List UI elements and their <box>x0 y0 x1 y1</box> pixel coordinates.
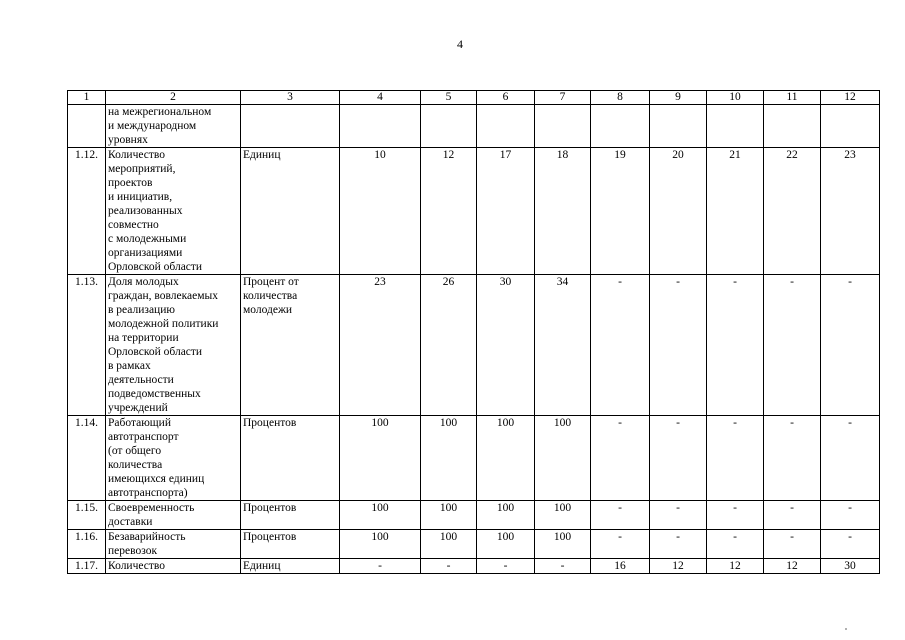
value-cell: 16 <box>591 559 650 574</box>
value-cell: 17 <box>477 148 535 275</box>
indicator-name-cell: Доля молодых граждан, вовлекаемых в реализацию молодежной политики на территории Орловской области в рамках деятельности подведомственных учреждений <box>106 275 241 416</box>
value-cell <box>535 105 591 148</box>
value-cell: - <box>591 530 650 559</box>
value-cell: 26 <box>421 275 477 416</box>
value-cell <box>764 105 821 148</box>
value-cell: 100 <box>477 501 535 530</box>
table-row <box>68 148 880 275</box>
value-cell: 30 <box>821 559 880 574</box>
value-cell: 10 <box>340 148 421 275</box>
indicator-name-cell: Количество мероприятий, проектов и инициатив, реализованных совместно с молодежными организациями Орловской области <box>106 148 241 275</box>
value-cell: - <box>535 559 591 574</box>
unit-cell: Процентов <box>241 530 340 559</box>
value-cell: - <box>821 275 880 416</box>
value-cell: - <box>650 530 707 559</box>
value-cell: - <box>764 275 821 416</box>
value-cell: - <box>421 559 477 574</box>
value-cell: - <box>821 416 880 501</box>
header-cell: 8 <box>591 91 650 105</box>
value-cell: 30 <box>477 275 535 416</box>
value-cell: 100 <box>421 530 477 559</box>
value-cell: - <box>764 501 821 530</box>
value-cell: - <box>477 559 535 574</box>
value-cell: - <box>764 530 821 559</box>
value-cell <box>477 105 535 148</box>
unit-cell: Процентов <box>241 416 340 501</box>
unit-cell <box>241 105 340 148</box>
row-number-cell: 1.17. <box>68 559 106 574</box>
value-cell: - <box>821 530 880 559</box>
value-cell <box>650 105 707 148</box>
value-cell: - <box>591 416 650 501</box>
header-cell: 3 <box>241 91 340 105</box>
table-row <box>68 105 880 148</box>
value-cell: - <box>591 275 650 416</box>
header-cell: 6 <box>477 91 535 105</box>
value-cell: 21 <box>707 148 764 275</box>
value-cell: - <box>707 416 764 501</box>
header-cell: 11 <box>764 91 821 105</box>
value-cell: 19 <box>591 148 650 275</box>
row-number-cell <box>68 105 106 148</box>
value-cell: - <box>707 501 764 530</box>
table-row <box>68 559 880 574</box>
row-number-cell: 1.15. <box>68 501 106 530</box>
unit-cell: Процент от количества молодежи <box>241 275 340 416</box>
indicator-name-cell: Безаварийность перевозок <box>106 530 241 559</box>
value-cell: - <box>650 416 707 501</box>
row-number-cell: 1.14. <box>68 416 106 501</box>
value-cell: 100 <box>340 416 421 501</box>
value-cell <box>340 105 421 148</box>
value-cell: - <box>591 501 650 530</box>
table-row <box>68 416 880 501</box>
value-cell: - <box>340 559 421 574</box>
value-cell <box>591 105 650 148</box>
scan-speck <box>845 628 847 630</box>
unit-cell: Единиц <box>241 148 340 275</box>
value-cell: - <box>764 416 821 501</box>
value-cell <box>421 105 477 148</box>
indicators-table <box>67 90 880 574</box>
table-row <box>68 275 880 416</box>
page-number: 4 <box>457 37 463 51</box>
indicator-name-cell: на межрегиональном и международном уровнях <box>106 105 241 148</box>
value-cell: - <box>707 275 764 416</box>
value-cell: 100 <box>421 416 477 501</box>
row-number-cell: 1.12. <box>68 148 106 275</box>
value-cell: 12 <box>707 559 764 574</box>
header-cell: 7 <box>535 91 591 105</box>
header-cell: 12 <box>821 91 880 105</box>
value-cell: - <box>650 501 707 530</box>
header-cell: 10 <box>707 91 764 105</box>
row-number-cell: 1.13. <box>68 275 106 416</box>
value-cell: - <box>707 530 764 559</box>
row-number-cell: 1.16. <box>68 530 106 559</box>
value-cell: 12 <box>650 559 707 574</box>
value-cell: 100 <box>340 530 421 559</box>
value-cell: 100 <box>340 501 421 530</box>
header-cell: 5 <box>421 91 477 105</box>
table-row <box>68 530 880 559</box>
value-cell: 100 <box>535 416 591 501</box>
indicator-name-cell: Своевременность доставки <box>106 501 241 530</box>
table-row <box>68 501 880 530</box>
value-cell: 34 <box>535 275 591 416</box>
value-cell: 12 <box>764 559 821 574</box>
value-cell: 100 <box>477 416 535 501</box>
value-cell: 23 <box>821 148 880 275</box>
header-cell: 4 <box>340 91 421 105</box>
unit-cell: Единиц <box>241 559 340 574</box>
value-cell: 100 <box>477 530 535 559</box>
indicator-name-cell: Количество <box>106 559 241 574</box>
header-cell: 9 <box>650 91 707 105</box>
value-cell: - <box>821 501 880 530</box>
header-cell: 2 <box>106 91 241 105</box>
value-cell: 22 <box>764 148 821 275</box>
unit-cell: Процентов <box>241 501 340 530</box>
header-cell: 1 <box>68 91 106 105</box>
value-cell: 100 <box>535 501 591 530</box>
value-cell: 100 <box>421 501 477 530</box>
value-cell: 18 <box>535 148 591 275</box>
value-cell: 20 <box>650 148 707 275</box>
indicator-name-cell: Работающий автотранспорт (от общего количества имеющихся единиц автотранспорта) <box>106 416 241 501</box>
value-cell: - <box>650 275 707 416</box>
value-cell: 23 <box>340 275 421 416</box>
value-cell: 100 <box>535 530 591 559</box>
value-cell <box>821 105 880 148</box>
table-header-row <box>68 91 880 105</box>
value-cell <box>707 105 764 148</box>
value-cell: 12 <box>421 148 477 275</box>
